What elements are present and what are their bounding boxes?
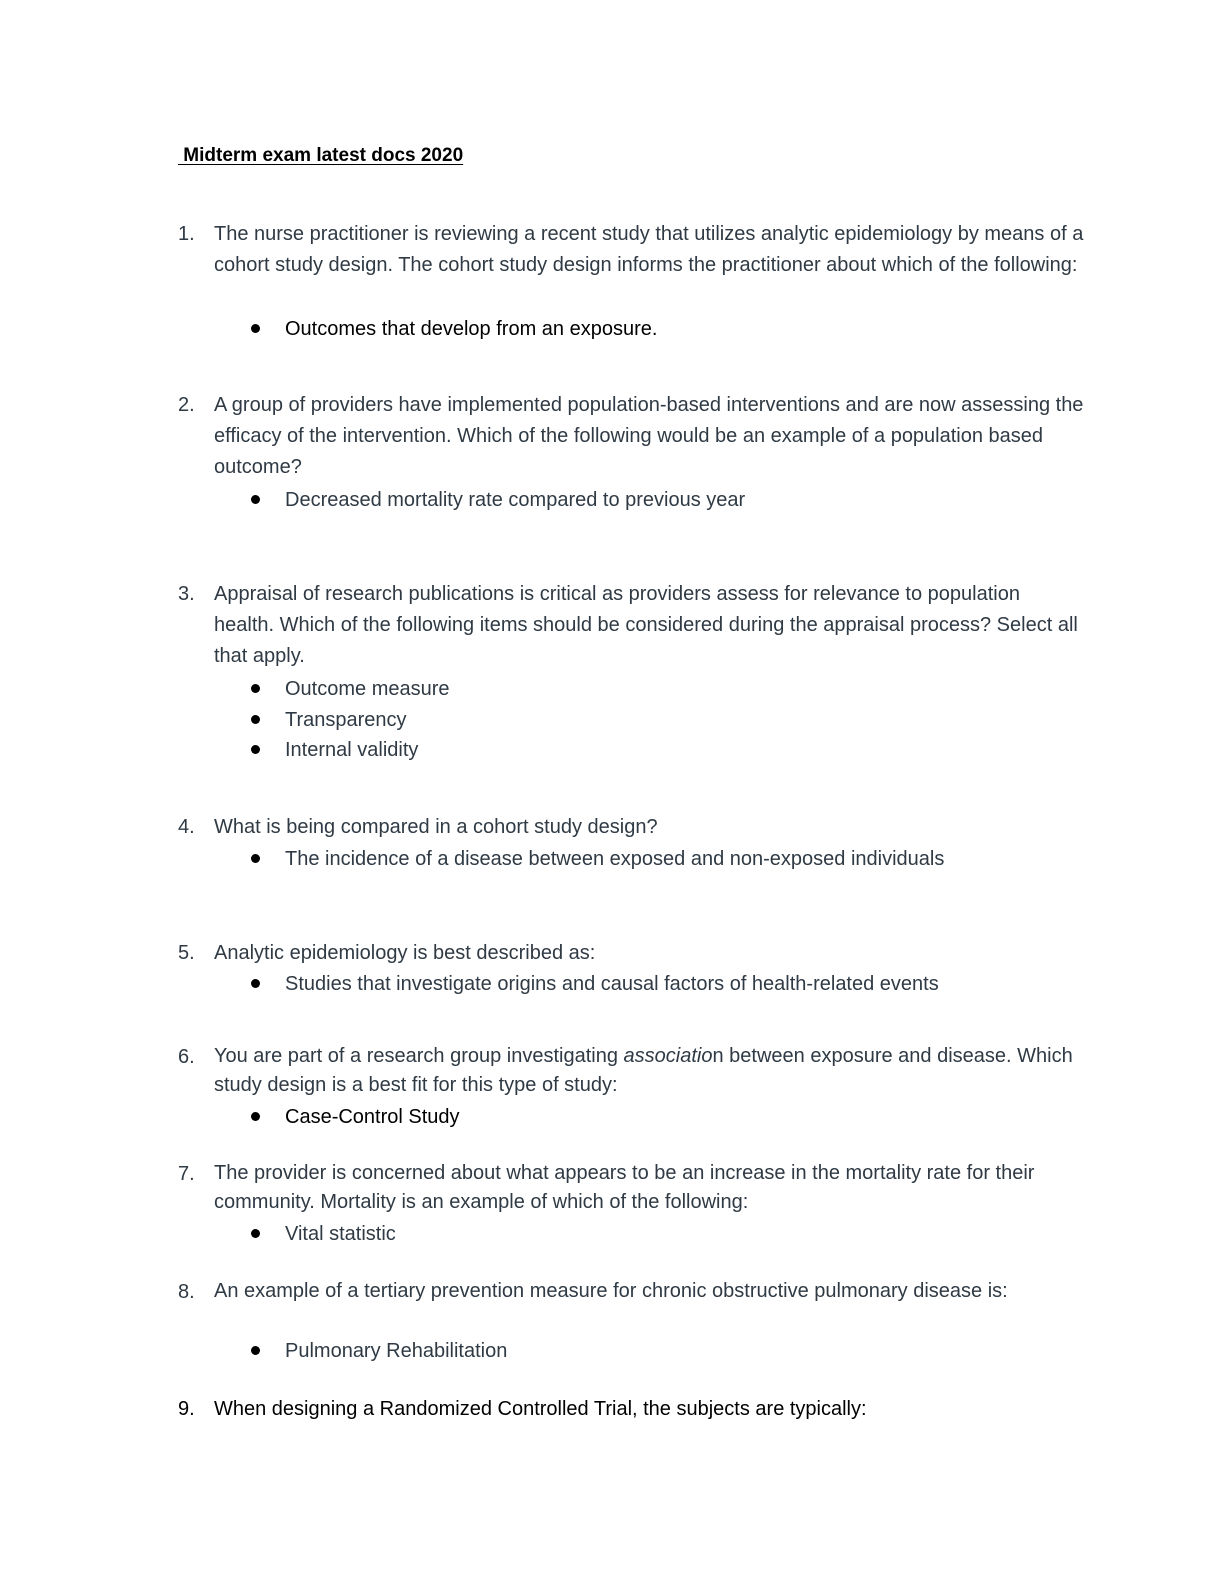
question-text-part: n between exposure and disease. Which study design is a best fit for this type of study: [214, 1045, 1073, 1096]
bullet-icon [251, 324, 260, 333]
answer-item [0, 1103, 1224, 1134]
answer-list [0, 970, 1224, 1001]
question-number: 1. [178, 223, 195, 245]
answer-text: Transparency [285, 708, 407, 731]
bullet-icon [251, 854, 260, 863]
question-number: 6. [178, 1046, 195, 1068]
answer-item [0, 706, 1224, 737]
question-text: When designing a Randomized Controlled Trial, the subjects are typically: [214, 1398, 867, 1420]
answer-item [0, 1220, 1224, 1251]
bullet-icon [251, 1229, 260, 1238]
answer-item [0, 970, 1224, 1001]
question-text: An example of a tertiary prevention measure for chronic obstructive pulmonary disease is: [214, 1280, 1008, 1302]
answer-list [0, 315, 1224, 346]
answer-list [0, 1337, 1224, 1368]
answer-item [0, 1337, 1224, 1368]
bullet-icon [251, 715, 260, 724]
answer-text: Outcome measure [285, 678, 450, 700]
answer-text: Internal validity [285, 739, 419, 761]
question-text: The provider is concerned about what appears to be an increase in the mortality rate for their community. Mortality is an example of which of the following: [214, 1162, 1035, 1213]
bullet-icon [251, 745, 260, 754]
answer-list [0, 675, 1224, 767]
answer-text: Outcomes that develop from an exposure. [285, 318, 658, 340]
bullet-icon [251, 1346, 260, 1355]
question-number: 5. [178, 942, 195, 964]
question-number: 2. [178, 394, 195, 416]
question-text: A group of providers have implemented population-based interventions and are now assessing the efficacy of the intervention. Which of the following would be an example of a population based outcome? [214, 394, 1084, 478]
question-text [214, 1042, 1084, 1100]
question-text: Appraisal of research publications is critical as providers assess for relevance to population health. Which of the following items should be considered during the appraisal process? Select all that apply. [214, 583, 1078, 667]
answer-text: Pulmonary Rehabilitation [285, 1340, 508, 1362]
answer-text: Decreased mortality rate compared to previous year [285, 489, 746, 511]
answer-list [0, 1103, 1224, 1134]
question-text: What is being compared in a cohort study design? [214, 816, 658, 838]
question-text-italic: associatio [623, 1045, 713, 1067]
answer-list [0, 845, 1224, 876]
answer-item [0, 315, 1224, 346]
bullet-icon [251, 684, 260, 693]
bullet-icon [251, 495, 260, 504]
question-number: 4. [178, 816, 195, 838]
question-text: The nurse practitioner is reviewing a recent study that utilizes analytic epidemiology by means of a cohort study design. The cohort study design informs the practitioner about which of the following: [214, 223, 1084, 276]
question-text: Analytic epidemiology is best described as: [214, 942, 596, 964]
answer-list [0, 486, 1224, 517]
question-number: 7. [178, 1163, 195, 1185]
answer-text: Vital statistic [285, 1223, 396, 1245]
answer-list [0, 1220, 1224, 1251]
bullet-icon [251, 979, 260, 988]
document-title: Midterm exam latest docs 2020 [178, 145, 464, 166]
answer-item [0, 736, 1224, 767]
answer-item [0, 486, 1224, 517]
question-number: 8. [178, 1281, 195, 1303]
answer-text: The incidence of a disease between exposed and non-exposed individuals [285, 848, 945, 870]
answer-item [0, 845, 1224, 876]
question-number: 3. [178, 583, 195, 605]
answer-text: Studies that investigate origins and causal factors of health-related events [285, 973, 939, 995]
bullet-icon [251, 1112, 260, 1121]
question-text-part: You are part of a research group investigating [214, 1045, 624, 1067]
answer-item [0, 675, 1224, 706]
answer-text: Case-Control Study [285, 1106, 460, 1128]
question-number: 9. [178, 1398, 195, 1420]
